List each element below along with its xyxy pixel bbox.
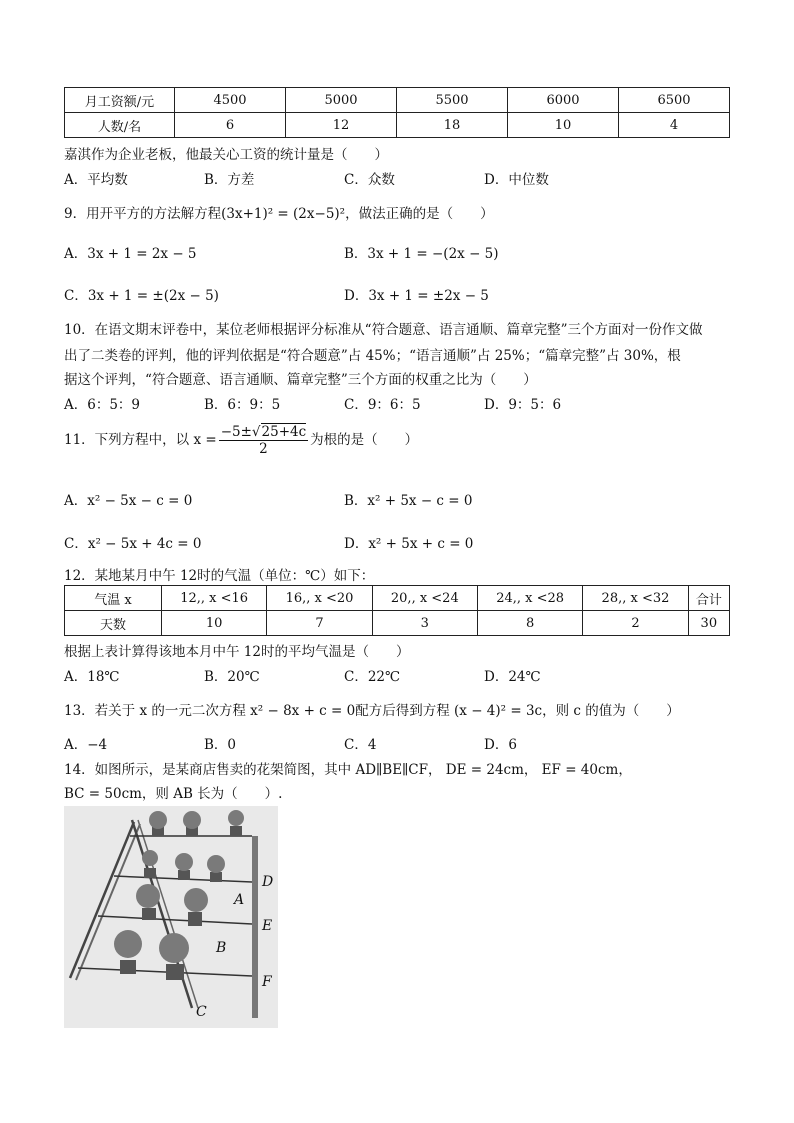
table-header-cell: 月工资额/元 bbox=[65, 88, 175, 113]
option-d[interactable]: D．6 bbox=[484, 737, 517, 753]
flower-shelf-diagram bbox=[64, 806, 278, 1028]
table-header-cell: 16,, x <20 bbox=[267, 586, 372, 611]
table-header-cell: 24,, x <28 bbox=[477, 586, 582, 611]
table-header-cell: 20,, x <24 bbox=[372, 586, 477, 611]
flower-foliage bbox=[149, 811, 167, 829]
fraction-denominator: 2 bbox=[259, 441, 268, 457]
table-cell: 12 bbox=[286, 113, 397, 138]
question-8-stem: 嘉淇作为企业老板，他最关心工资的统计量是（ ） bbox=[64, 147, 388, 163]
shelf-line bbox=[78, 968, 252, 976]
option-a[interactable]: A．−4 bbox=[64, 737, 108, 753]
flower-foliage bbox=[159, 933, 189, 963]
table-row bbox=[65, 113, 730, 138]
option-d[interactable]: D．3x + 1 = ±2x − 5 bbox=[344, 288, 489, 304]
question-12-question: 根据上表计算得该地本月中午 12时的平均气温是（ ） bbox=[64, 644, 410, 660]
question-14-line-1: 14．如图所示，是某商店售卖的花架简图，其中 AD∥BE∥CF， DE = 24cm， EF = 40cm， bbox=[64, 762, 632, 778]
table-cell: 3 bbox=[372, 611, 477, 636]
table-cell: 30 bbox=[688, 611, 729, 636]
table-row bbox=[65, 611, 730, 636]
flower-pot bbox=[188, 912, 202, 926]
table-header-cell: 28,, x <32 bbox=[583, 586, 688, 611]
salary-table bbox=[64, 87, 730, 138]
flower-pot bbox=[166, 964, 184, 980]
root-fraction: $\frac{-5\pm√25+4c}{2}$ bbox=[220, 424, 307, 457]
option-d[interactable]: D．中位数 bbox=[484, 172, 549, 188]
flower-foliage bbox=[184, 888, 208, 912]
option-a[interactable]: A．3x + 1 = 2x − 5 bbox=[64, 246, 197, 262]
question-13-stem: 13．若关于 x 的一元二次方程 x² − 8x + c = 0配方后得到方程 (x − 4)² = 3c，则 c 的值为（ ） bbox=[64, 703, 680, 719]
question-9-suffix: ，做法正确的是（ ） bbox=[345, 206, 494, 222]
option-d[interactable]: D．x² + 5x + c = 0 bbox=[344, 536, 474, 552]
flower-pot bbox=[144, 868, 156, 878]
table-row bbox=[65, 586, 730, 611]
table-header-cell: 合计 bbox=[688, 586, 729, 611]
table-header-cell: 12,, x <16 bbox=[162, 586, 267, 611]
table-cell: 5000 bbox=[286, 88, 397, 113]
flower-foliage bbox=[136, 884, 160, 908]
question-12-stem: 12．某地某月中午 12时的气温（单位：℃）如下： bbox=[64, 568, 375, 584]
option-c[interactable]: C．3x + 1 = ±(2x − 5) bbox=[64, 288, 219, 304]
flower-shelf-figure bbox=[64, 806, 278, 1028]
label-b: B bbox=[216, 940, 227, 956]
question-10-line-3: 据这个评判，“符合题意、语言通顺、篇章完整”三个方面的权重之比为（ ） bbox=[64, 372, 537, 388]
table-header-cell: 气温 x bbox=[65, 586, 162, 611]
label-e: E bbox=[262, 918, 273, 934]
flower-pot bbox=[230, 826, 242, 836]
shelf-line bbox=[98, 916, 252, 924]
label-c: C bbox=[196, 1004, 207, 1020]
table-cell: 4 bbox=[619, 113, 730, 138]
option-d[interactable]: D．9：5：6 bbox=[484, 397, 562, 413]
question-9-stem bbox=[64, 202, 494, 222]
flower-pot bbox=[142, 908, 156, 920]
question-9-equation: (3x+1)² = (2x−5)² bbox=[221, 206, 346, 222]
table-cell: 天数 bbox=[65, 611, 162, 636]
table-cell: 6 bbox=[175, 113, 286, 138]
option-b[interactable]: B．x² + 5x − c = 0 bbox=[344, 493, 473, 509]
option-a[interactable]: A．6：5：9 bbox=[64, 397, 141, 413]
table-cell: 2 bbox=[583, 611, 688, 636]
option-c[interactable]: C．众数 bbox=[344, 172, 395, 188]
option-b[interactable]: B．方差 bbox=[204, 172, 255, 188]
flower-pot bbox=[178, 870, 190, 880]
flower-foliage bbox=[183, 811, 201, 829]
table-cell: 8 bbox=[477, 611, 582, 636]
fraction-numerator-sign: −5± bbox=[220, 424, 252, 440]
label-d: D bbox=[262, 874, 274, 890]
option-c[interactable]: C．4 bbox=[344, 737, 377, 753]
option-a[interactable]: A．x² − 5x − c = 0 bbox=[64, 493, 193, 509]
table-cell: 6500 bbox=[619, 88, 730, 113]
flower-foliage bbox=[114, 930, 142, 958]
option-d[interactable]: D．24℃ bbox=[484, 669, 541, 685]
label-f: F bbox=[262, 974, 272, 990]
option-c[interactable]: C．9：6：5 bbox=[344, 397, 421, 413]
table-row bbox=[65, 88, 730, 113]
question-14-line-2: BC = 50cm，则 AB 长为（ ）. bbox=[64, 786, 283, 802]
table-cell: 7 bbox=[267, 611, 372, 636]
option-b[interactable]: B．3x + 1 = −(2x − 5) bbox=[344, 246, 499, 262]
question-11-stem bbox=[64, 424, 418, 457]
option-a[interactable]: A．18℃ bbox=[64, 669, 120, 685]
table-cell: 10 bbox=[162, 611, 267, 636]
option-b[interactable]: B．6：9：5 bbox=[204, 397, 281, 413]
question-10-line-2: 出了二类卷的评判，他的评判依据是“符合题意”占 45%；“语言通顺”占 25%；“篇章完整”占 30%，根 bbox=[64, 348, 681, 364]
table-cell: 5500 bbox=[397, 88, 508, 113]
option-c[interactable]: C．22℃ bbox=[344, 669, 401, 685]
flower-foliage bbox=[175, 853, 193, 871]
question-11-prefix: 11．下列方程中，以 x = bbox=[64, 432, 217, 448]
label-a: A bbox=[234, 892, 245, 908]
question-10-line-1: 10．在语文期末评卷中，某位老师根据评分标准从“符合题意、语言通顺、篇章完整”三个方面对一份作文做 bbox=[64, 322, 703, 338]
table-cell: 18 bbox=[397, 113, 508, 138]
table-header-cell: 人数/名 bbox=[65, 113, 175, 138]
flower-foliage bbox=[228, 810, 244, 826]
table-cell: 6000 bbox=[508, 88, 619, 113]
table-cell: 4500 bbox=[175, 88, 286, 113]
flower-foliage bbox=[207, 855, 225, 873]
table-cell: 10 bbox=[508, 113, 619, 138]
sqrt-radicand: 25+4c bbox=[261, 424, 307, 440]
flower-foliage bbox=[142, 850, 158, 866]
temperature-table bbox=[64, 585, 730, 636]
flower-pot bbox=[120, 960, 136, 974]
flower-pot bbox=[210, 872, 222, 882]
option-a[interactable]: A．平均数 bbox=[64, 172, 128, 188]
question-9-prefix: 9．用开平方的方法解方程 bbox=[64, 206, 222, 222]
option-b[interactable]: B．20℃ bbox=[204, 669, 260, 685]
option-b[interactable]: B．0 bbox=[204, 737, 237, 753]
option-c[interactable]: C．x² − 5x + 4c = 0 bbox=[64, 536, 202, 552]
back-post bbox=[252, 836, 258, 1018]
question-11-suffix: 为根的是（ ） bbox=[310, 432, 419, 448]
point-labels bbox=[196, 874, 273, 1020]
